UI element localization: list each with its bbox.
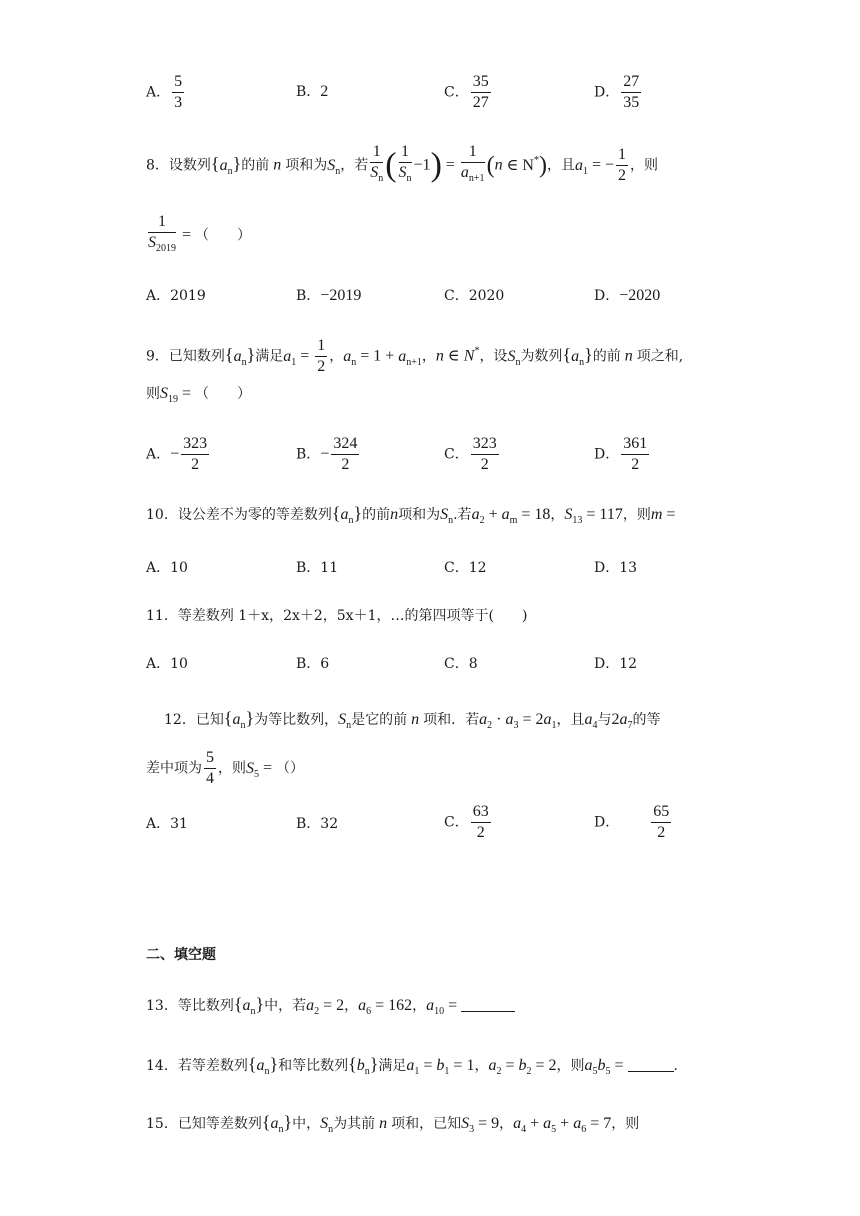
q7-option-b: B．2 [296,83,329,100]
q11-option-a: A．10 [146,656,188,672]
q10-option-b: B．11 [296,560,339,576]
q8-option-b: B．−2019 [296,287,362,304]
answer-blank[interactable] [461,997,515,1012]
question-11-stem: 11．等差数列 1＋x，2x＋2，5x＋1，…的第四项等于( ) [146,608,528,624]
q12-option-b: B．32 [296,816,339,832]
question-9-stem-line2: 则$S_{19}$ = （ ） [146,385,252,405]
q11-option-d: D．12 [594,656,638,672]
question-14-stem: 14．若等差数列$\{a_n\}$和等比数列$\{b_n\}$满足$a_1 = b_1 = 1$，$a_2 = b_2 = 2$，则$a_5b_5$ = . [146,1054,678,1077]
q9-option-d: D． $\frac{361}{2}$ [594,435,648,473]
q10-option-d: D．13 [594,560,638,576]
fraction: $\frac{5}{3}$ [174,73,183,111]
question-10-stem: 10．设公差不为零的等差数列$\{a_n\}$的前n项和为$S_n$.若$a_2 + a_m = 18$，$S_{13} = 117$，则m = [146,503,676,526]
q11-option-b: B．6 [296,656,330,672]
q9-option-a: A．− $\frac{323}{2}$ [146,435,208,473]
question-8-stem: 8．设数列$\{a_n\}$的前 n 项和为$S_n$，若 $\frac{1}{S_n}$ ( $\frac{1}{S_n}$ −1) = $\frac{1}{a_{n+1}}$ (n ∈ N*)，且$a_1$ = − $\frac{1}{2}$ ，则 [146,143,659,184]
question-13-stem: 13．等比数列$\{a_n\}$中，若$a_2 = 2$，$a_6 = 162$，$a_{10}$ = [146,994,515,1022]
q10-option-a: A．10 [146,560,188,576]
q11-option-c: C．8 [444,656,478,672]
q7-option-a: A． $\frac{5}{3}$ [146,73,183,111]
question-15-stem: 15．已知等差数列$\{a_n\}$中，$S_n$为其前 n 项和，已知$S_3 = 9$，$a_4 + a_5 + a_6 = 7$，则 [146,1112,640,1135]
answer-blank[interactable] [628,1057,674,1072]
q9-option-b: B．− $\frac{324}{2}$ [296,435,358,473]
q10-option-c: C．12 [444,560,487,576]
q9-option-c: C． $\frac{323}{2}$ [444,435,497,473]
q7-option-d: D． $\frac{27}{35}$ [594,73,640,111]
q8-option-c: C．2020 [444,288,505,304]
q12-option-d: D． $\frac{65}{2}$ [594,803,670,841]
q12-option-c: C． $\frac{63}{2}$ [444,803,489,841]
q8-option-d: D．−2020 [594,287,661,304]
question-8-stem-line2: $\frac{1}{S_{2019}}$ = （ ） [148,213,252,254]
q12-option-a: A．31 [146,816,188,832]
q8-option-a: A．2019 [146,288,206,304]
question-12-stem: 12．已知$\{a_n\}$为等比数列，$S_n$是它的前 n 项和．若$a_2 \cdot a_3 = 2a_1$，且$a_4$与$2a_7$的等 [164,708,661,731]
section-heading: 二、填空题 [146,947,216,963]
question-12-stem-line2: 差中项为 $\frac{5}{4}$ ，则$S_5$ = （） [146,749,305,787]
question-9-stem: 9．已知数列$\{a_n\}$满足$a_1$ = $\frac{1}{2}$ ，$a_n = 1 + a_{n+1}$，n ∈ N*，设$S_n$为数列$\{a_n\}$的前 n 项之和, [146,337,684,375]
q7-option-c: C． $\frac{35}{27}$ [444,73,489,111]
